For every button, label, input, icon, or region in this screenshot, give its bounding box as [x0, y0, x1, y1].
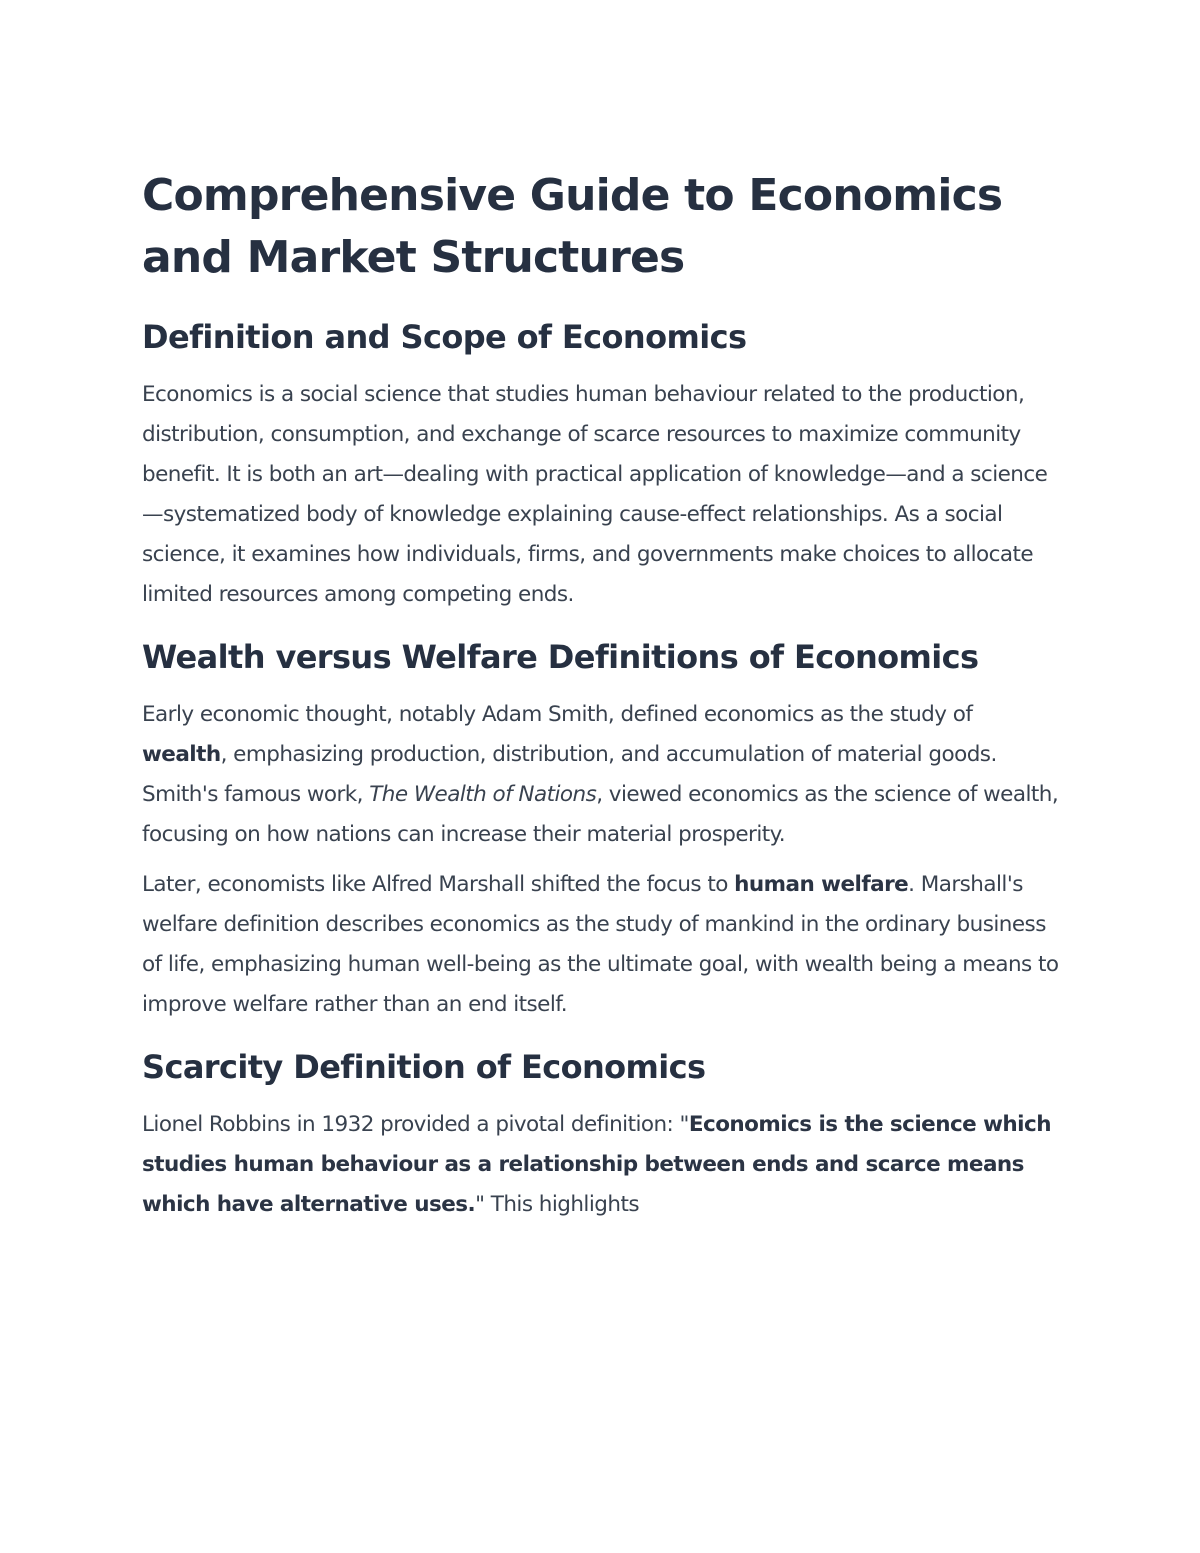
text-run: " This highlights	[475, 1192, 639, 1217]
paragraph	[142, 695, 1062, 855]
document-title: Comprehensive Guide to Economics and Market Structures	[142, 170, 1003, 283]
text-run: , viewed economics as the science of wealth, focusing on how nations can increase their material prosperity.	[142, 782, 1059, 847]
text-run: Later, economists like Alfred Marshall shifted the focus to	[142, 872, 735, 897]
document-page	[142, 165, 1062, 1245]
text-run: Lionel Robbins in 1932 provided a pivotal definition: "	[142, 1112, 689, 1137]
bold-quote: Economics is the science which studies human behaviour as a relationship between ends and scarce means which have alternative uses.	[142, 1112, 1051, 1217]
section-definition-scope	[142, 315, 1062, 615]
paragraph	[142, 865, 1062, 1025]
section-wealth-welfare	[142, 635, 1062, 1025]
text-run: . Marshall's welfare definition describes economics as the study of mankind in the ordinary business of life, emphasizing human well-being as the ultimate goal, with wealth being a means to improve welfare rather than an end itself.	[142, 872, 1059, 1017]
italic-book-title: The Wealth of Nations	[369, 782, 597, 807]
paragraph	[142, 1105, 1062, 1225]
section-heading: Definition and Scope of Economics	[142, 318, 747, 356]
text-run: Early economic thought, notably Adam Smith, defined economics as the study of	[142, 702, 973, 727]
bold-text: wealth	[142, 742, 221, 767]
bold-text: human welfare	[734, 872, 909, 897]
text-run: , emphasizing production, distribution, and accumulation of material goods. Smith's famous work,	[142, 742, 997, 807]
section-heading: Scarcity Definition of Economics	[142, 1048, 706, 1086]
section-heading: Wealth versus Welfare Definitions of Economics	[142, 638, 979, 676]
paragraph: Economics is a social science that studies human behaviour related to the production, distribution, consumption, and exchange of scarce resources to maximize community benefit. It is both an art—dealing with practical application of knowledge—and a science—systematized body of knowledge explaining cause-effect relationships. As a social science, it examines how individuals, firms, and governments make choices to allocate limited resources among competing ends.	[142, 382, 1048, 607]
section-scarcity	[142, 1045, 1062, 1225]
